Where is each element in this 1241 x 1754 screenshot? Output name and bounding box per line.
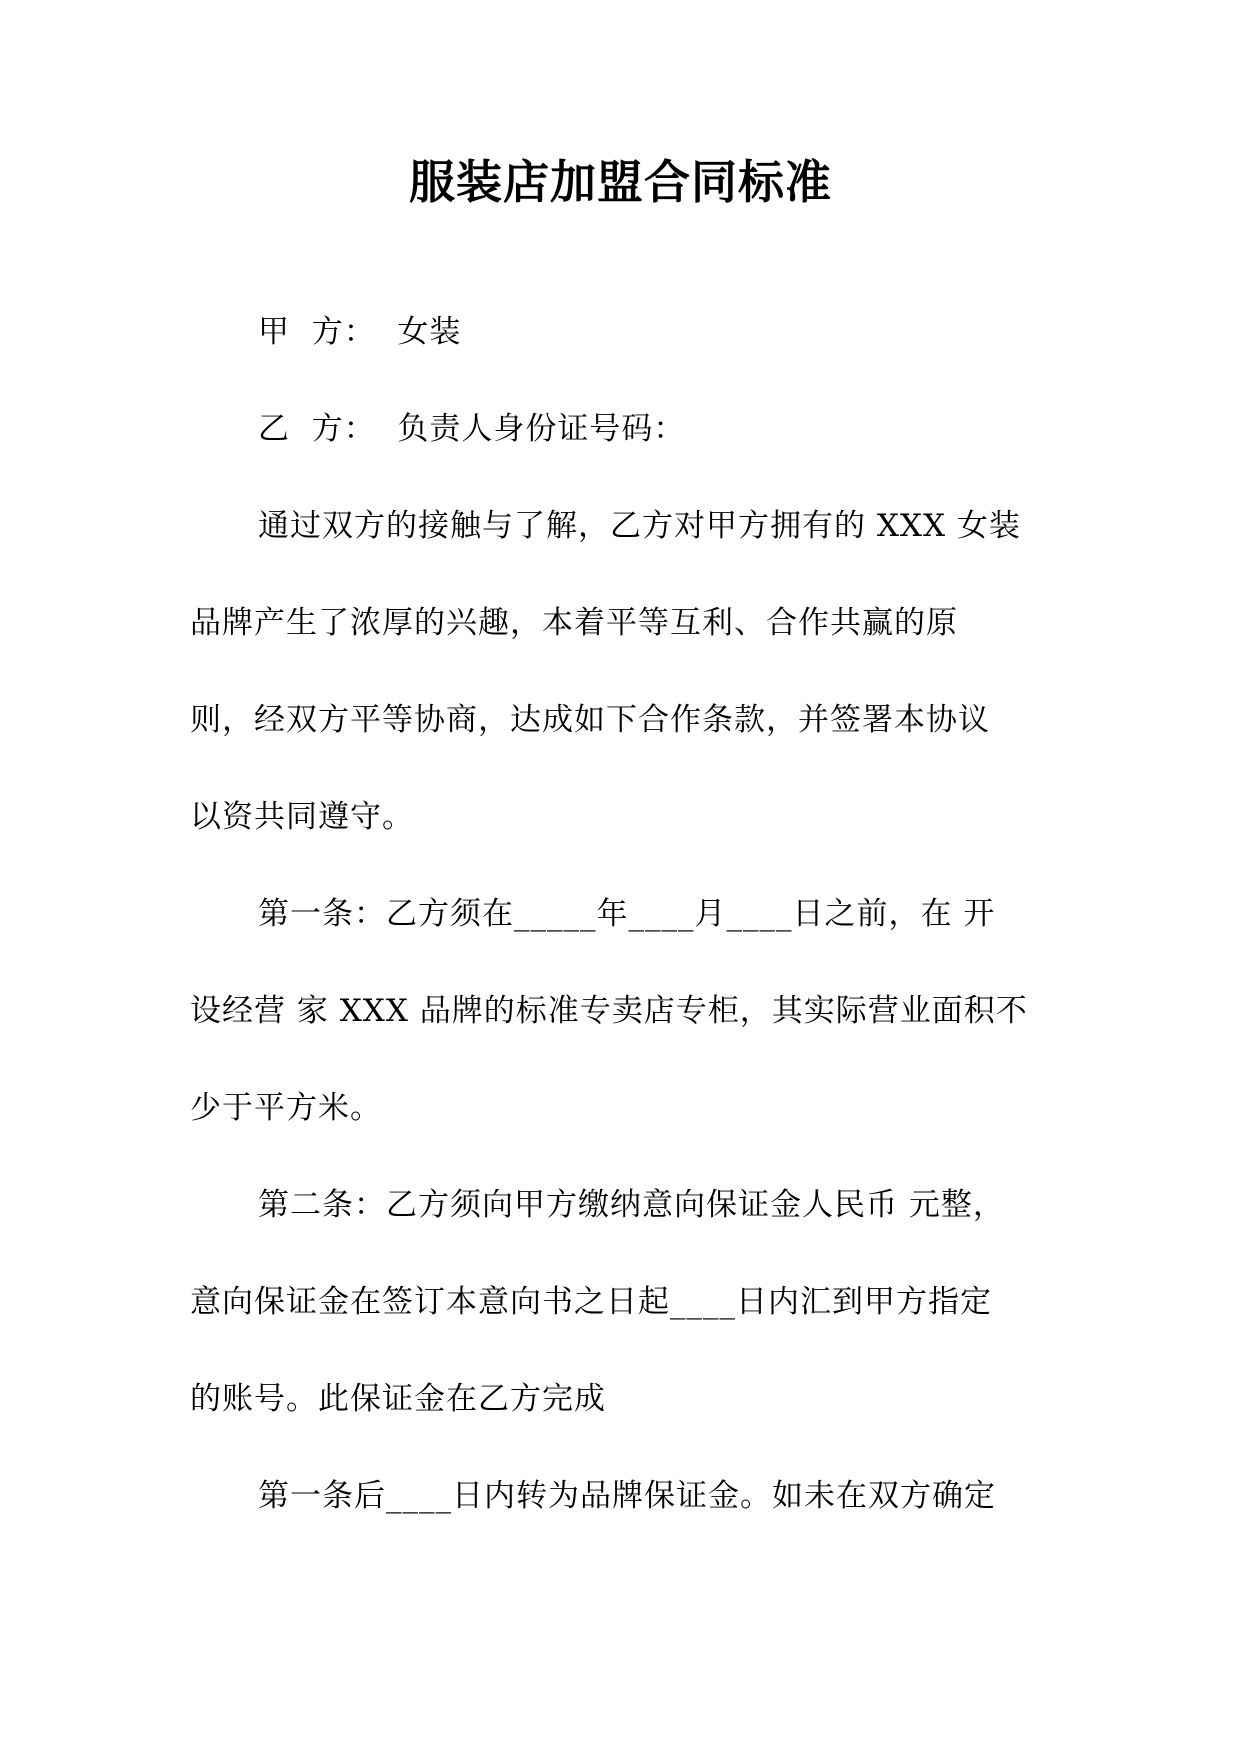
article-2-continuation-line: 第一条后____日内转为品牌保证金。如未在双方确定 <box>258 1478 996 1514</box>
paragraph-line: 通过双方的接触与了解，乙方对甲方拥有的 XXX 女装 <box>258 508 1021 544</box>
article-1-line: 设经营 家 XXX 品牌的标准专卖店专柜，其实际营业面积不 <box>190 993 1028 1029</box>
party-b-line: 乙 方： 负责人身份证号码： <box>258 411 686 447</box>
document-title: 服装店加盟合同标准 <box>409 155 832 209</box>
article-2-line: 意向保证金在签订本意向书之日起____日内汇到甲方指定 <box>190 1284 992 1320</box>
article-1-line: 第一条：乙方须在_____年____月____日之前，在 开 <box>258 896 996 932</box>
party-a-line: 甲 方： 女装 <box>258 314 462 350</box>
paragraph-line: 品牌产生了浓厚的兴趣，本着平等互利、合作共赢的原 <box>190 605 958 641</box>
paragraph-line: 以资共同遵守。 <box>190 799 414 835</box>
article-2-line: 第二条：乙方须向甲方缴纳意向保证金人民币 元整， <box>258 1187 1005 1223</box>
paragraph-line: 则，经双方平等协商，达成如下合作条款，并签署本协议 <box>190 702 990 738</box>
article-1-line: 少于平方米。 <box>190 1090 382 1126</box>
article-2-line: 的账号。此保证金在乙方完成 <box>190 1381 606 1417</box>
